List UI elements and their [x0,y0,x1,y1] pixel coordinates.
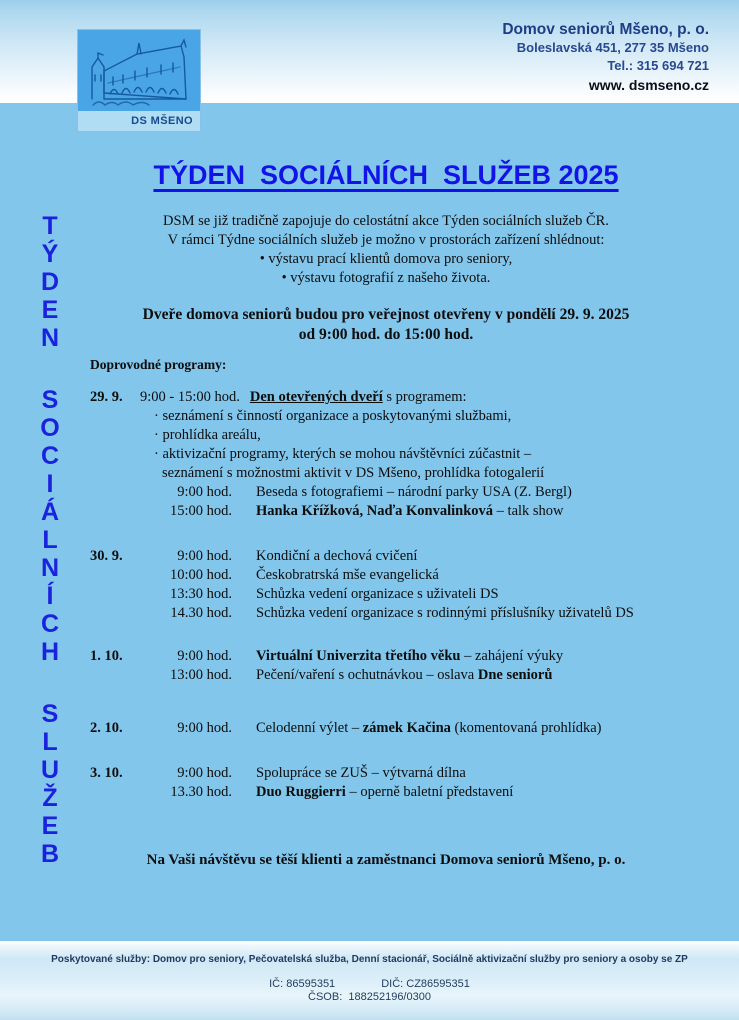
schedule-time: 9:00 hod. [177,765,232,781]
schedule-date: 3. 10. [90,765,123,781]
schedule-row [90,502,682,521]
desc-part: Schůzka vedení organizace s uživateli DS [256,586,499,602]
schedule-time: 13.30 hod. [170,784,232,800]
page-title: TÝDEN SOCIÁLNÍCH SLUŽEB 2025 [153,160,619,190]
vertical-letter: C [40,610,60,638]
schedule-row [90,647,682,666]
open-doors-announcement [90,305,682,345]
desc-part: Hanka Křížková, Naďa Konvalinková [256,503,494,519]
schedule-desc [232,719,682,738]
vertical-letter: S [41,700,59,728]
desc-part: Spolupráce se ZUŠ – výtvarná dílna [256,765,466,781]
org-address: Boleslavská 451, 277 35 Mšeno [516,40,709,55]
bank-account: ČSOB: 188252196/0300 [308,991,431,1003]
desc-part: Českobratrská mše evangelická [256,567,439,583]
desc-part: Schůzka vedení organizace s rodinnými příslušníky uživatelů DS [256,605,634,621]
vertical-letter: L [42,728,58,756]
desc-part: Kondiční a dechová cvičení [256,548,418,564]
desc-part: Dne seniorů [477,667,553,683]
schedule-desc [232,666,682,685]
intro-bullet: • výstavu fotografií z našeho života. [281,270,491,286]
schedule-desc [232,647,682,666]
vertical-letter: C [40,442,60,470]
open-doors-line: od 9:00 hod. do 15:00 hod. [298,326,474,343]
vertical-letter: Á [40,498,60,526]
vertical-letter: E [41,296,59,324]
company-ids [0,978,739,990]
schedule-time: 9:00 hod. [177,548,232,564]
vertical-letter: E [41,812,59,840]
program-bullet: · aktivizační programy, kterých se mohou návštěvníci zúčastnit – [154,446,532,462]
schedule-day-2-10 [90,719,682,738]
vertical-title [33,212,67,868]
schedule-desc [232,547,682,566]
schedule-row [90,604,682,623]
schedule-day-1-10 [90,647,682,685]
vertical-letter: Ž [42,784,58,812]
building-sketch-icon [78,30,200,111]
org-website: www. dsmseno.cz [588,77,709,93]
vertical-letter: U [40,756,60,784]
vertical-letter: O [40,414,60,442]
schedule-desc [232,604,682,623]
schedule-date [90,783,140,802]
desc-part: Den otevřených dveří [249,389,383,405]
services-line: Poskytované služby: Domov pro seniory, Pečovatelská služba, Denní stacionář, Sociálně aktivizační služby pro seniory a osoby se ZP [51,954,688,965]
vertical-letter: D [40,268,60,296]
vertical-letter: B [40,840,60,868]
schedule-desc [232,764,682,783]
desc-part: Virtuální Univerzita třetího věku [256,648,461,664]
intro-paragraph [90,212,682,288]
intro-line: DSM se již tradičně zapojuje do celostátní akce Týden sociálních služeb ČR. [163,213,609,229]
vertical-letter: T [42,212,58,240]
footer-band [0,941,739,1020]
vertical-letter: H [40,638,60,666]
schedule-date [90,585,140,604]
vertical-letter: Í [46,582,54,610]
schedule-date: 29. 9. [90,389,123,405]
schedule-time: 13:00 hod. [169,667,232,683]
logo-label: DS MŠENO [78,111,200,131]
schedule-desc [232,783,682,802]
schedule-date [90,566,140,585]
programs-label: Doprovodné programy: [90,357,227,372]
program-bullet: · prohlídka areálu, [154,427,261,443]
desc-part: Beseda s fotografiemi – národní parky USA (Z. Bergl) [256,484,572,500]
schedule-date [90,666,140,685]
schedule-row [90,566,682,585]
schedule-row [90,764,682,783]
schedule-desc [232,502,682,521]
ic-number: IČ: 86595351 [269,978,336,990]
desc-part: – zahájení výuky [460,648,564,664]
schedule-desc [232,483,682,502]
desc-part: s programem: [382,389,467,405]
intro-line: V rámci Týdne sociálních služeb je možno v prostorách zařízení shlédnout: [167,232,605,248]
schedule-desc [140,388,682,407]
desc-part: zámek Kačina [362,720,451,736]
schedule-row [90,388,682,407]
schedule-row [90,783,682,802]
desc-part: Pečení/vaření s ochutnávkou – oslava [256,667,478,683]
org-name: Domov seniorů Mšeno, p. o. [502,21,709,38]
main-content [90,160,682,869]
org-contact-block [502,21,709,94]
schedule-date: 30. 9. [90,548,123,564]
vertical-letter: N [40,324,60,352]
desc-part: (komentovaná prohlídka) [450,720,602,736]
schedule-date [90,502,140,521]
schedule-time: 9:00 hod. [177,484,232,500]
intro-bullet: • výstavu prací klientů domova pro seniory, [259,251,513,267]
org-logo [78,30,200,131]
schedule-desc [232,566,682,585]
vertical-letter: L [42,526,58,554]
schedule-date [90,604,140,623]
desc-part: – talk show [493,503,564,519]
schedule-time: 9:00 - 15:00 hod. [140,389,240,405]
schedule-desc [232,585,682,604]
desc-part: – operně baletní představení [345,784,514,800]
schedule-date: 1. 10. [90,648,123,664]
schedule-time: 9:00 hod. [177,648,232,664]
schedule-time: 13:30 hod. [169,586,232,602]
desc-part: Duo Ruggierri [256,784,346,800]
dic-number: DIČ: CZ86595351 [381,978,470,990]
vertical-letter: I [46,470,54,498]
schedule-row [90,666,682,685]
schedule-date [90,483,140,502]
schedule-row [90,585,682,604]
schedule-time: 14.30 hod. [170,605,232,621]
closing-line: Na Vaši návštěvu se těší klienti a zaměstnanci Domova seniorů Mšeno, p. o. [146,852,626,868]
schedule-day-29-9 [90,388,682,521]
schedule-time: 10:00 hod. [169,567,232,583]
desc-part: Celodenní výlet – [256,720,363,736]
program-bullet: · seznámení s činností organizace a poskytovanými službami, [154,408,512,424]
org-phone: Tel.: 315 694 721 [607,58,709,73]
schedule-row [90,547,682,566]
schedule-day-30-9 [90,547,682,623]
program-bullet: seznámení s možnostmi aktivit v DS Mšeno, prohlídka fotogalerií [162,465,545,481]
vertical-letter: N [40,554,60,582]
schedule-date: 2. 10. [90,720,123,736]
schedule-day-3-10 [90,764,682,802]
vertical-letter: Ý [41,240,59,268]
schedule-row [90,483,682,502]
vertical-letter: S [41,386,59,414]
open-doors-line: Dveře domova seniorů budou pro veřejnost otevřeny v pondělí 29. 9. 2025 [142,306,630,323]
schedule-time: 9:00 hod. [177,720,232,736]
schedule-time: 15:00 hod. [169,503,232,519]
schedule-row [90,719,682,738]
